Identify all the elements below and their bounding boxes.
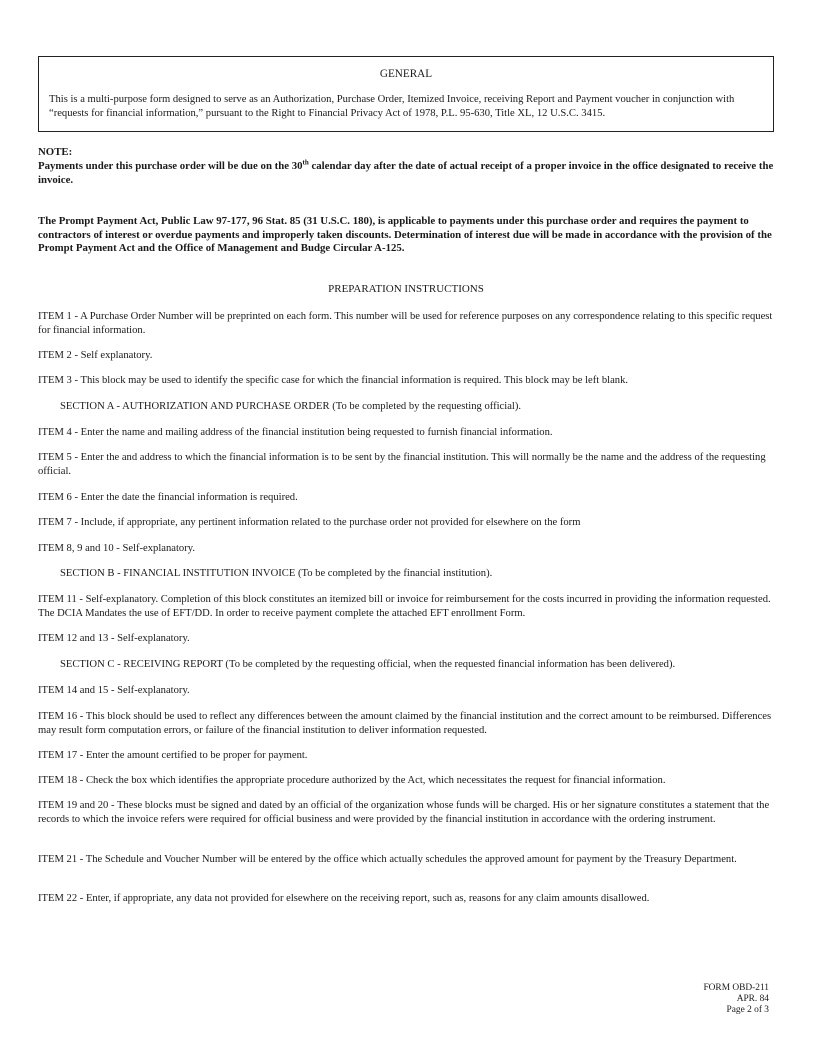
footer-form-number: FORM OBD-211 [703,983,769,993]
footer-page-number: Page 2 of 3 [726,1005,769,1016]
section-b-heading: SECTION B - FINANCIAL INSTITUTION INVOICE (To be completed by the financial institution). [60,568,493,579]
item-7: ITEM 7 - Include, if appropriate, any pertinent information related to the purchase order not provided for elsewhere on the form [38,517,581,528]
section-c-heading: SECTION C - RECEIVING REPORT (To be completed by the requesting official, when the requested financial information has been delivered). [60,659,676,670]
item-4: ITEM 4 - Enter the name and mailing address of the financial institution being requested to furnish financial information. [38,427,553,438]
note-superscript: th [302,158,309,167]
note-text-before: Payments under this purchase order will be due on the 30 [38,160,303,172]
general-box [38,56,774,132]
general-title: GENERAL [379,68,433,80]
item-3: ITEM 3 - This block may be used to identify the specific case for which the financial information is required. This block may be left blank. [38,375,629,386]
item-2: ITEM 2 - Self explanatory. [38,350,153,361]
item-12-13: ITEM 12 and 13 - Self-explanatory. [38,633,190,644]
preparation-instructions-title: PREPARATION INSTRUCTIONS [328,283,484,295]
footer-date: APR. 84 [736,994,769,1005]
item-1: ITEM 1 - A Purchase Order Number will be preprinted on each form. This number will be used for reference purposes on any correspondence relating to this specific request for financial information. [38,311,773,336]
note-text [38,160,774,187]
item-22: ITEM 22 - Enter, if appropriate, any data not provided for elsewhere on the receiving report, such as, reasons for any claim amounts disallowed. [38,893,650,904]
note-label: NOTE: [38,146,73,158]
item-14-15: ITEM 14 and 15 - Self-explanatory. [38,685,190,696]
item-17: ITEM 17 - Enter the amount certified to be proper for payment. [38,750,308,761]
item-6: ITEM 6 - Enter the date the financial information is required. [38,492,298,503]
general-text: This is a multi-purpose form designed to serve as an Authorization, Purchase Order, Itemized Invoice, receiving Report and Payment voucher in conjunction with “requests for financial information,” pursuant to the Right to Financial Privacy Act of 1978, P.L. 95-630, Title XL, 12 U.S.C. 3415. [49,94,735,119]
form-footer [703,983,769,1017]
item-19-20: ITEM 19 and 20 - These blocks must be signed and dated by an official of the organization whose funds will be charged. His or her signature constitutes a statement that the records to which the invoice refers were required for official business and were provided by the financial institution in accordance with the ordering instrument. [38,800,770,825]
item-21: ITEM 21 - The Schedule and Voucher Number will be entered by the office which actually schedules the approved amount for payment by the Treasury Department. [38,854,737,865]
section-a-heading: SECTION A - AUTHORIZATION AND PURCHASE ORDER (To be completed by the requesting official). [60,401,522,412]
note-text-after: calendar day after the date of actual receipt of a proper invoice in the office designated to receive the invoice. [38,160,774,186]
item-11: ITEM 11 - Self-explanatory. Completion of this block constitutes an itemized bill or invoice for reimbursement for the costs incurred in providing the information requested. The DCIA Mandates the use of EFT/DD. In order to receive payment complete the attached EFT enrollment Form. [38,594,771,619]
item-16: ITEM 16 - This block should be used to reflect any differences between the amount claimed by the financial institution and the correct amount to be reimbursed. Differences may result form computation errors, or failure of the financial institution to deliver information requested. [38,711,772,736]
item-8-10: ITEM 8, 9 and 10 - Self-explanatory. [38,543,195,554]
prompt-payment-paragraph: The Prompt Payment Act, Public Law 97-177, 96 Stat. 85 (31 U.S.C. 180), is applicable to payments under this purchase order and requires the payment to contractors of interest or overdue payments and improperly taken discounts. Determination of interest due will be made in accordance with the provision of the Prompt Payment Act and the Office of Management and Budge Circular A-125. [38,215,772,255]
item-5: ITEM 5 - Enter the and address to which the financial information is to be sent by the financial institution. This will normally be the name and the address of the requesting official. [38,452,766,477]
item-18: ITEM 18 - Check the box which identifies the appropriate procedure authorized by the Act, which necessitates the request for financial information. [38,775,666,786]
